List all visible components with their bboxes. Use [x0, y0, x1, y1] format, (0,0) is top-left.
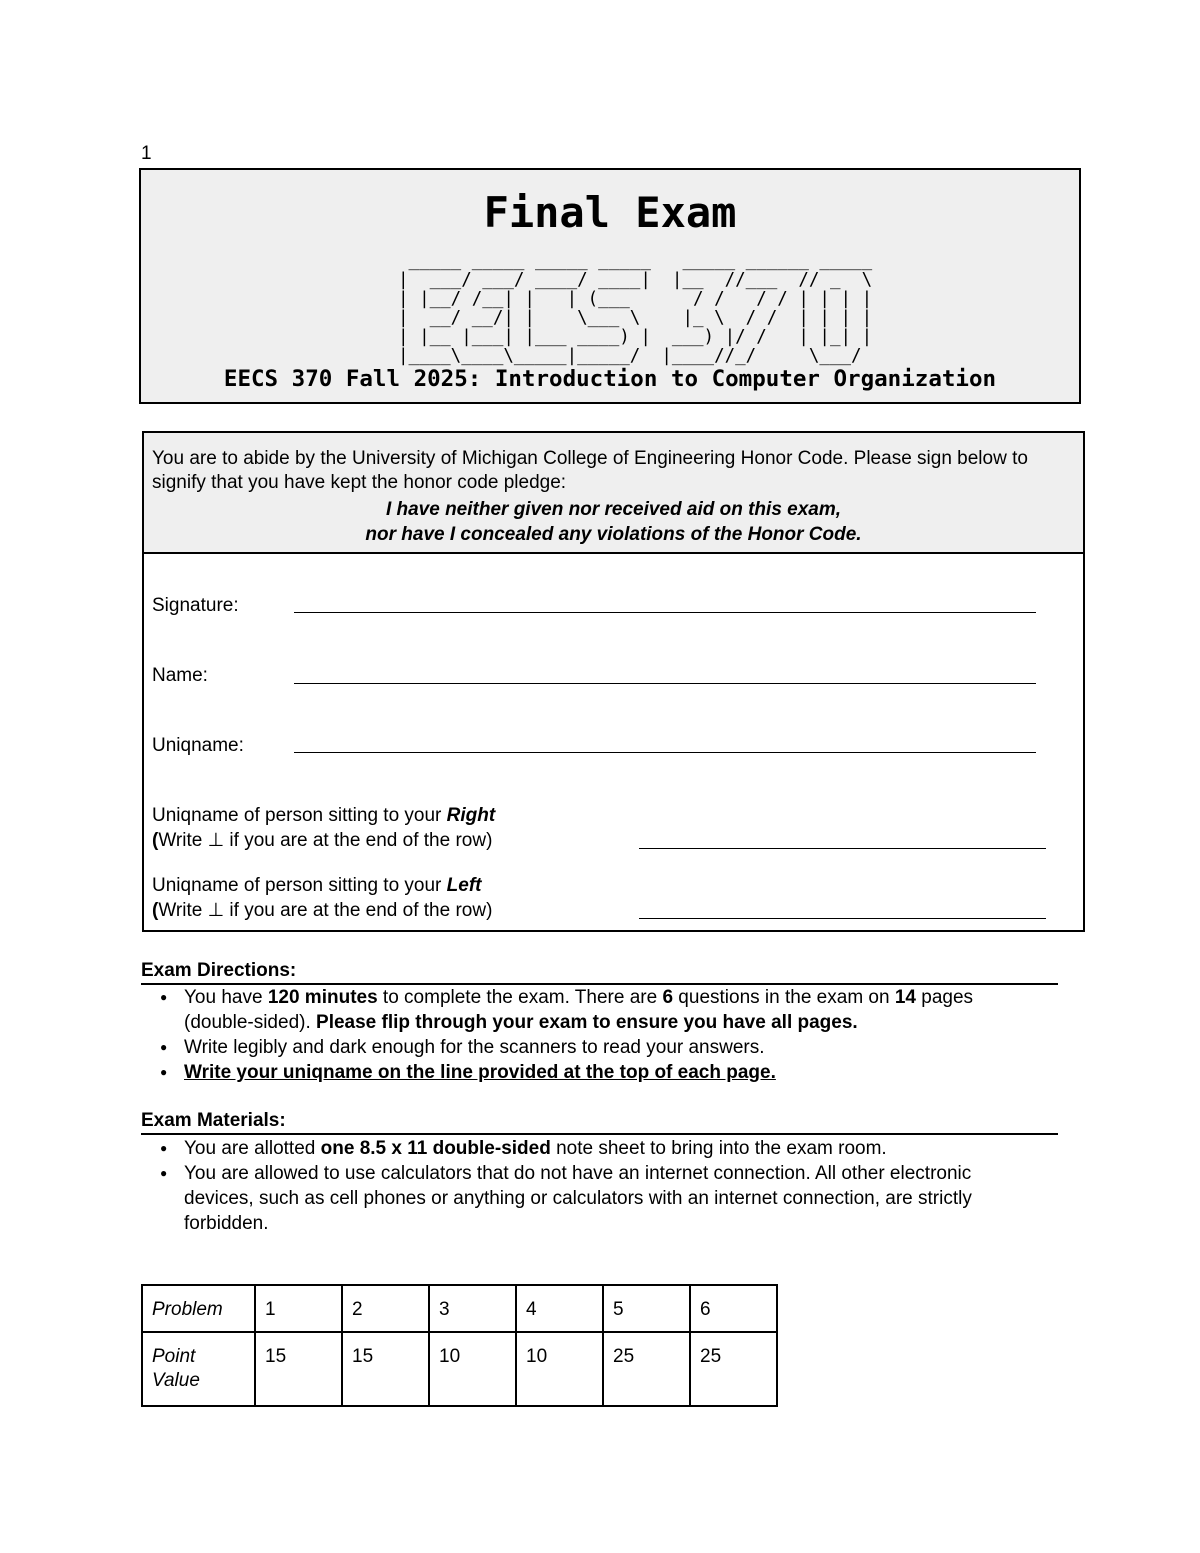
- materials-list: [160, 1136, 1040, 1236]
- list-item: ● You are allotted one 8.5 x 11 double-sided note sheet to bring into the exam room.: [160, 1136, 1040, 1161]
- right-neighbor-prefix: Uniqname of person sitting to your: [152, 805, 447, 826]
- table-row: [142, 1332, 777, 1406]
- pledge-line-1: I have neither given nor received aid on this exam,: [385, 499, 842, 520]
- left-neighbor-label: [152, 873, 492, 923]
- list-item: ● Write your uniqname on the line provided at the top of each page.: [160, 1060, 1040, 1085]
- table-row: [142, 1285, 777, 1332]
- name-line[interactable]: [294, 683, 1036, 684]
- point-cell: 25: [690, 1332, 777, 1406]
- materials-heading: Exam Materials:: [141, 1109, 1058, 1135]
- exam-title: Final Exam: [483, 188, 737, 237]
- course-subtitle: EECS 370 Fall 2025: Introduction to Computer Organization: [223, 366, 997, 392]
- list-item: ● You have 120 minutes to complete the exam. There are 6 questions in the exam on 14 pages (double-sided). Please flip through your exam to ensure you have all pages.: [160, 985, 1040, 1035]
- left-neighbor-line[interactable]: [639, 918, 1046, 919]
- list-item: ● Write legibly and dark enough for the scanners to read your answers.: [160, 1035, 1040, 1060]
- problem-cell: 6: [690, 1285, 777, 1332]
- right-note-paren: (: [152, 830, 159, 851]
- right-word: Right: [446, 805, 496, 826]
- point-cell: 10: [429, 1332, 516, 1406]
- uniqname-line[interactable]: [294, 752, 1036, 753]
- list-item: ● You are allowed to use calculators that do not have an internet connection. All other electronic devices, such as cell phones or anything or calculators with an internet connection, are strictly forbidden.: [160, 1161, 1040, 1236]
- point-cell: 15: [255, 1332, 342, 1406]
- page-number: 1: [141, 143, 152, 164]
- point-cell: 10: [516, 1332, 603, 1406]
- point-cell: 25: [603, 1332, 690, 1406]
- problem-header: Problem: [142, 1285, 255, 1332]
- honor-pledge: [144, 497, 1083, 547]
- problem-cell: 4: [516, 1285, 603, 1332]
- point-value-header: Point Value: [142, 1332, 255, 1406]
- signature-label: Signature:: [152, 595, 239, 616]
- problem-cell: 5: [603, 1285, 690, 1332]
- directions-heading: Exam Directions:: [141, 959, 1058, 985]
- honor-intro: You are to abide by the University of Michigan College of Engineering Honor Code. Please sign below to signify that you have kept the honor code pledge:: [152, 448, 1028, 493]
- signature-line[interactable]: [294, 612, 1036, 613]
- problem-cell: 1: [255, 1285, 342, 1332]
- problem-cell: 3: [429, 1285, 516, 1332]
- point-cell: 15: [342, 1332, 429, 1406]
- right-row-note: Write ⊥ if you are at the end of the row): [158, 830, 493, 851]
- left-neighbor-prefix: Uniqname of person sitting to your: [152, 875, 447, 896]
- score-table: [141, 1284, 778, 1407]
- left-note-paren: (: [152, 900, 159, 921]
- honor-code-statement: [144, 433, 1083, 554]
- right-neighbor-line[interactable]: [639, 848, 1046, 849]
- eecs-370-ascii-logo: _____ _____ _____ _____ _____ ______ _____ | ___/ ___/ ____/ ____| |__ //___ // _ \ | |__/ /__| | | (___ / / / / | | | | | __/ __/| | \___ \ |_ \ / / | | | | | |__ |___| |___ ____) | ___) |/ / | |_| | |____\____\_____|_____/ |____//_/ \___/: [398, 251, 873, 366]
- left-word: Left: [446, 875, 482, 896]
- name-label: Name:: [152, 665, 208, 686]
- directions-list: [160, 985, 1040, 1085]
- left-row-note: Write ⊥ if you are at the end of the row): [158, 900, 493, 921]
- uniqname-label: Uniqname:: [152, 735, 244, 756]
- right-neighbor-label: [152, 803, 495, 853]
- pledge-line-2: nor have I concealed any violations of the Honor Code.: [365, 524, 862, 545]
- problem-cell: 2: [342, 1285, 429, 1332]
- honor-code-box: [142, 431, 1085, 932]
